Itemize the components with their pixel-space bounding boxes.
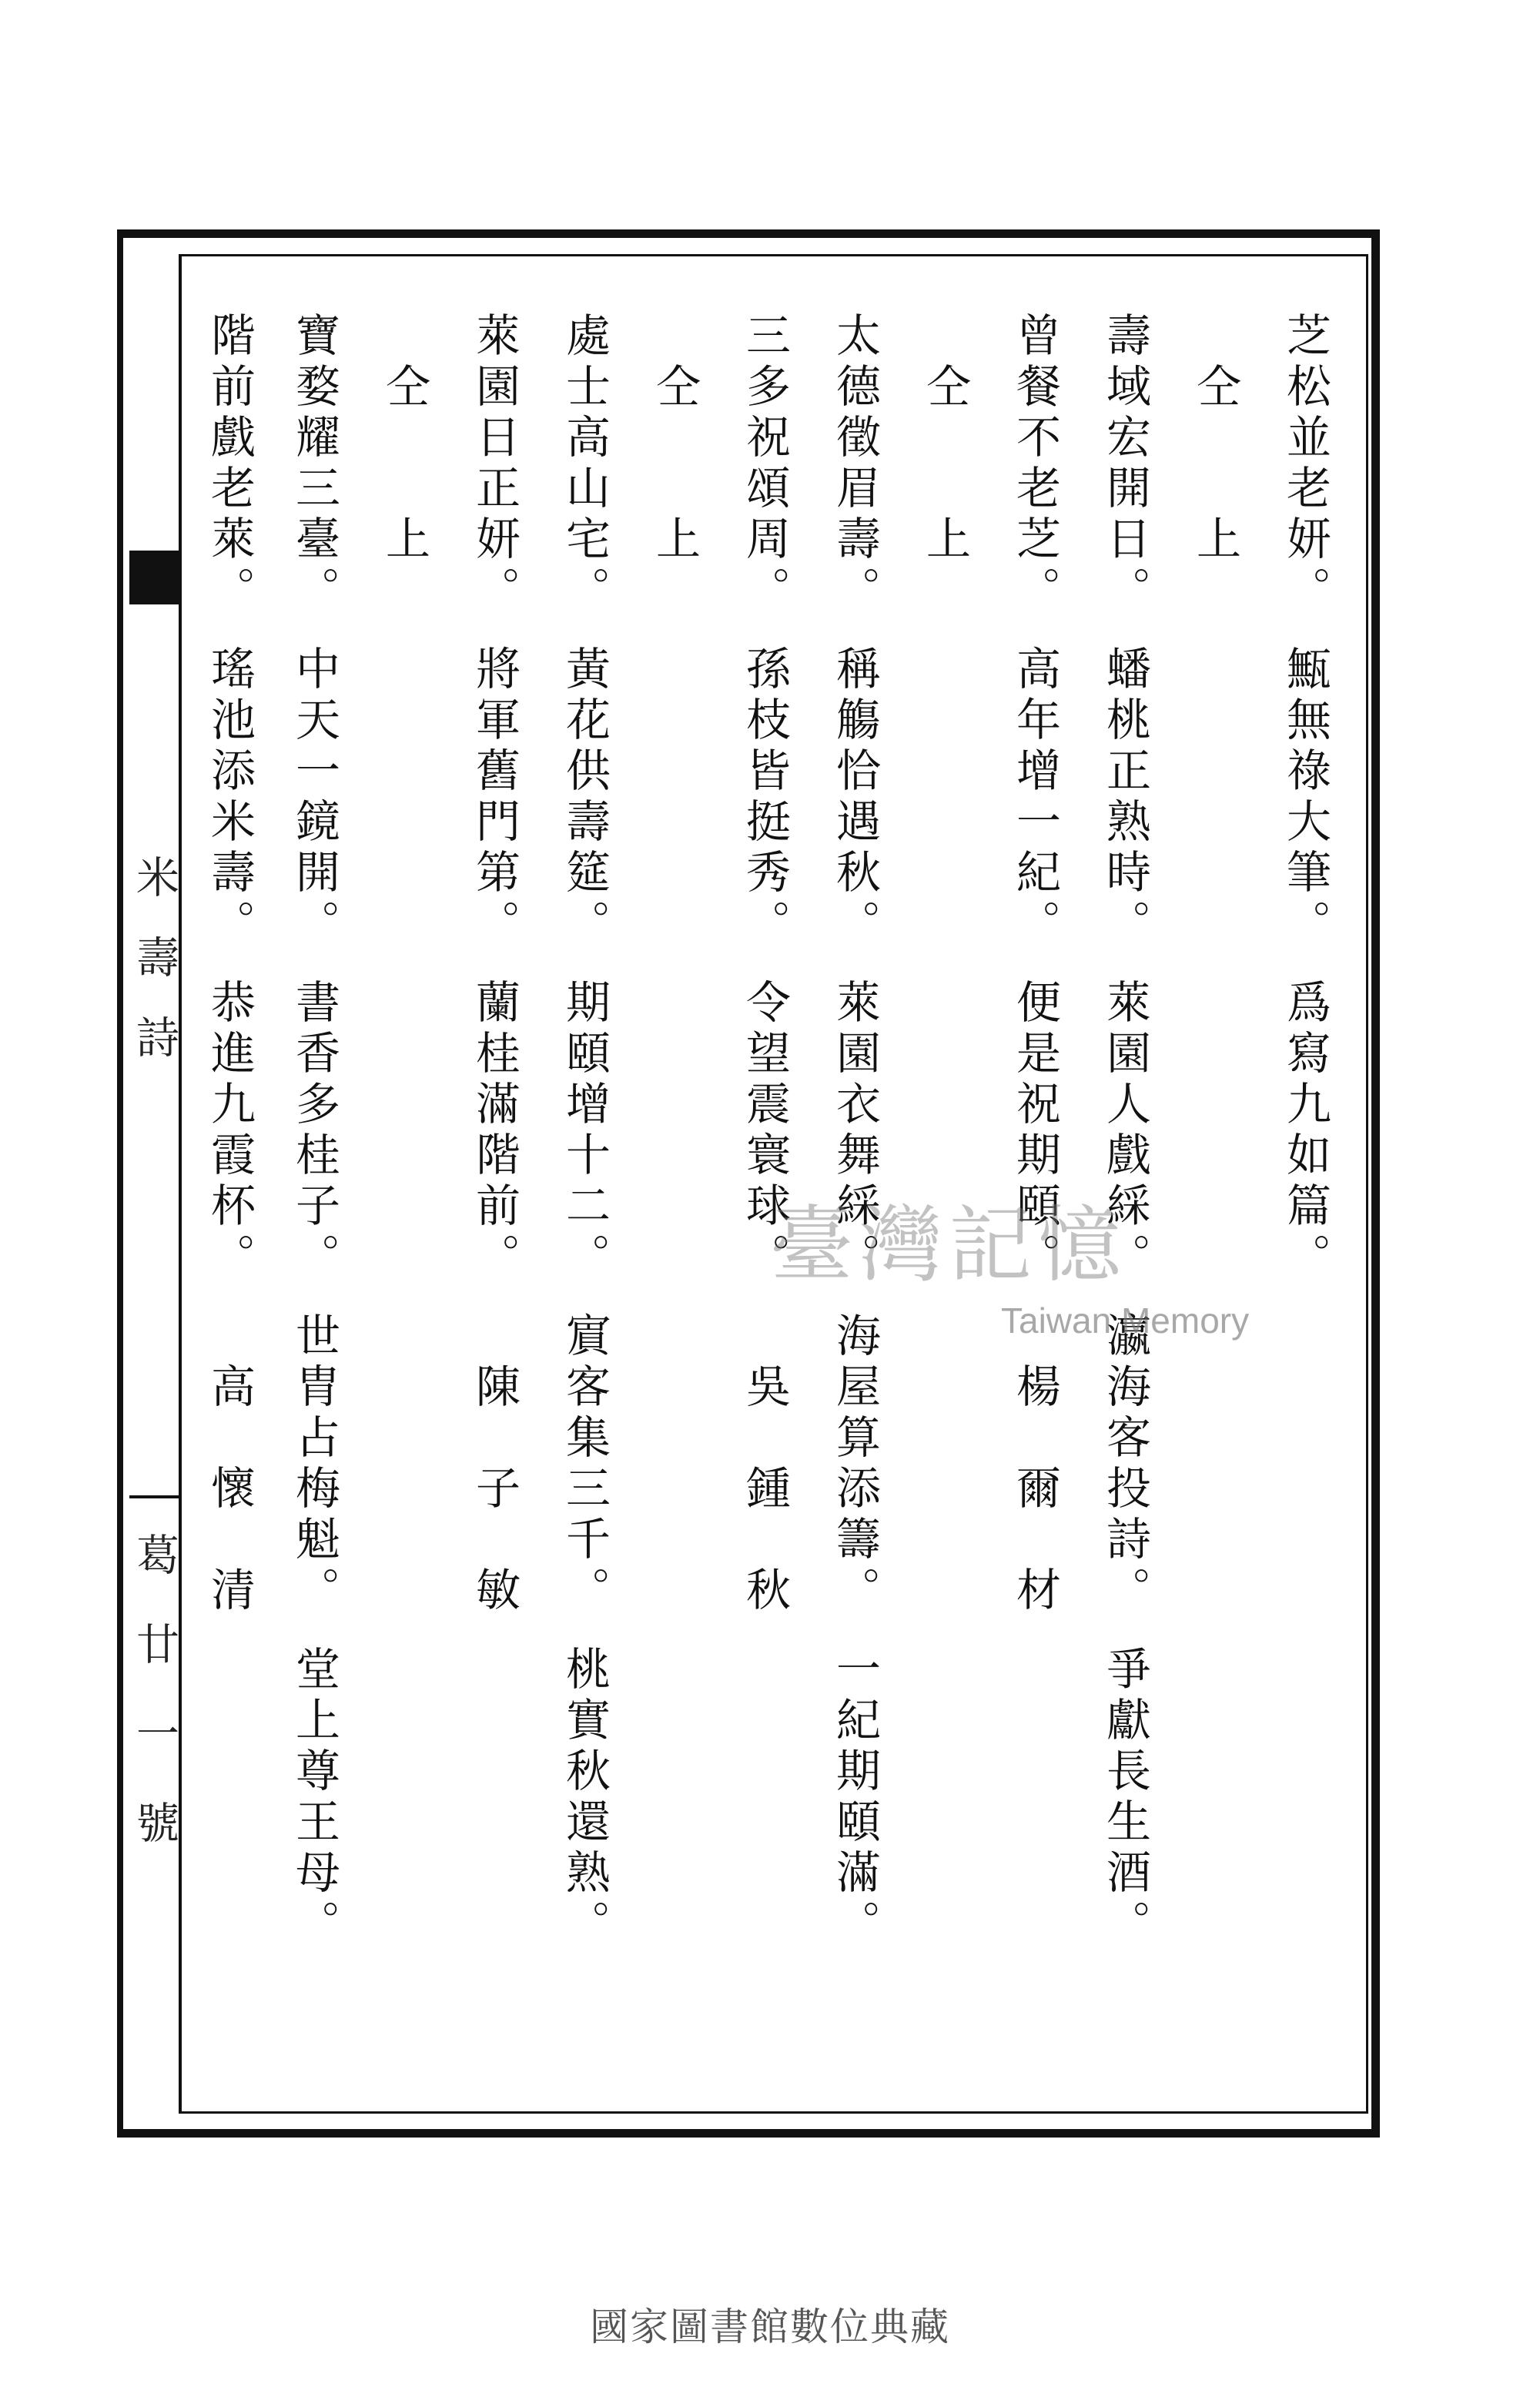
text-column-6: 太德徵眉壽。 稱觴恰遇秋。 萊園衣舞綵。 海屋算添籌。 一紀期頤滿。 <box>829 312 881 1950</box>
spine-page-number: 葛廿一號 <box>129 1532 179 1890</box>
text-column-9: 處士高山宅。 黃花供壽筵。 期頤增十二。 賔客集三千。 桃實秋還熟。 <box>558 312 611 1950</box>
spine-separator <box>129 1495 179 1498</box>
spine-title: 米壽詩 <box>129 855 179 1095</box>
text-column-2: 仝 上 <box>1189 312 1241 566</box>
watermark-subtitle: Taiwan Memory <box>1001 1301 1250 1341</box>
text-column-13: 階前戲老萊。 瑤池添米壽。 恭進九霞杯。 高 懷 清 <box>203 312 256 1617</box>
text-column-7: 三多祝頌周。 孫枝皆挺秀。 令望震寰球。 吳 鍾 秋 <box>738 312 791 1617</box>
text-column-3: 壽域宏開日。 蟠桃正熟時。 萊園人戲綵。 瀛海客投詩。 爭獻長生酒。 <box>1099 312 1151 1950</box>
text-column-8: 仝 上 <box>648 312 701 566</box>
text-column-1: 芝松並老妍。 甒無祿大筆。 爲寫九如篇。 <box>1279 312 1331 1284</box>
fishtail-mark <box>129 551 179 604</box>
text-column-5: 仝 上 <box>919 312 971 566</box>
watermark-logo: 臺灣記憶 <box>770 1197 1128 1294</box>
text-column-11: 仝 上 <box>378 312 430 566</box>
text-column-12: 寶婺耀三臺。 中天一鏡開。 書香多桂子。 世胄占梅魁。 堂上尊王母。 <box>288 312 340 1950</box>
text-column-10: 萊園日正妍。 將軍舊門第。 蘭桂滿階前。 陳 子 敏 <box>468 312 521 1617</box>
footer-credit: 國家圖書館數位典藏 <box>590 2305 950 2348</box>
text-column-4: 曾餐不老芝。 高年增一紀。 便是祝期頤。 楊 爾 材 <box>1009 312 1061 1617</box>
